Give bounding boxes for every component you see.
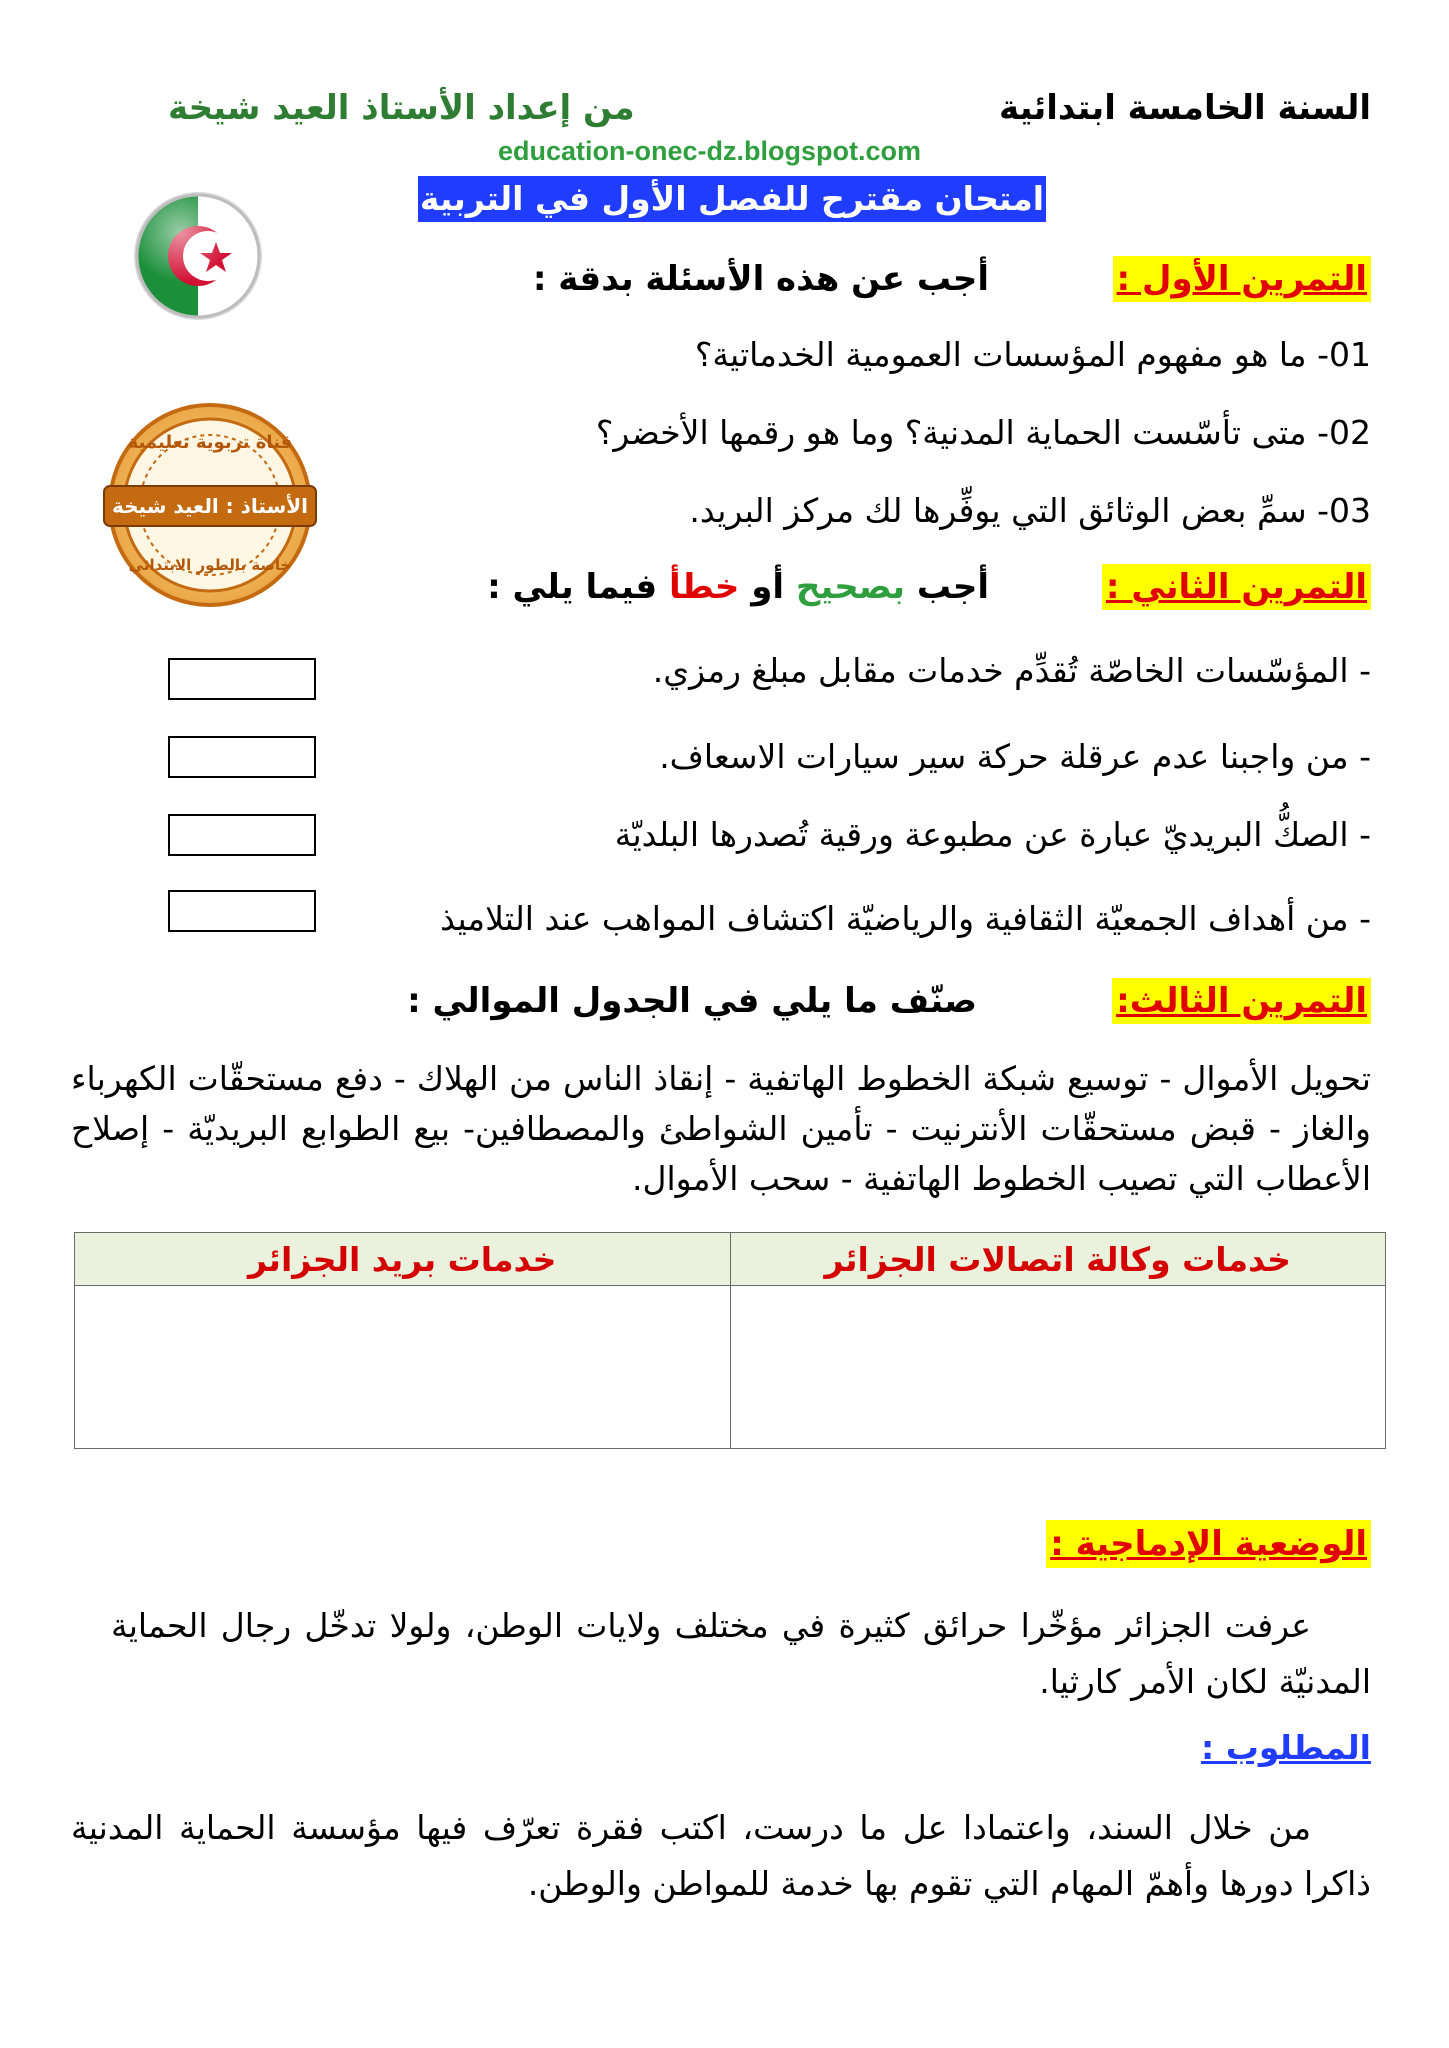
answer-box-4[interactable] bbox=[168, 890, 316, 932]
instruction-or: أو bbox=[739, 567, 796, 607]
classification-items: تحويل الأموال - توسيع شبكة الخطوط الهاتفية - إنقاذ الناس من الهلاك - دفع مستحقّات الكهرباء والغاز - قبض مستحقّات الأنترنيت - تأمين الشواطئ والمصطافين- بيع الطوابع البريديّة - إصلاح الأعطاب التي تصيب الخطوط الهاتفية - سحب الأموال. bbox=[71, 1059, 1371, 1198]
table-header-post: خدمات بريد الجزائر bbox=[75, 1233, 731, 1286]
exam-title: امتحان مقترح للفصل الأول في التربية المدنية bbox=[418, 176, 1046, 222]
exercise2-statement-3: - الصكُّ البريديّ عبارة عن مطبوعة ورقية تُصدرها البلديّة bbox=[614, 815, 1371, 854]
algeria-flag-icon bbox=[132, 190, 264, 322]
exercise2-instruction bbox=[487, 564, 989, 610]
exercise3-instruction: صنّف ما يلي في الجدول الموالي : bbox=[407, 981, 977, 1021]
seal-top-text: قناة تربوية تعليمية bbox=[127, 432, 293, 453]
grade-level: السنة الخامسة ابتدائية bbox=[998, 88, 1371, 128]
exercise1-question-3: 03- سمِّ بعض الوثائق التي يوفِّرها لك مركز البريد. bbox=[689, 491, 1371, 530]
website-link[interactable]: education-onec-dz.blogspot.com bbox=[498, 136, 921, 166]
instruction-answer: أجب bbox=[905, 567, 989, 607]
situation-label: الوضعية الإدماجية : bbox=[1046, 1520, 1371, 1568]
exercise1-instruction: أجب عن هذه الأسئلة بدقة : bbox=[532, 259, 989, 299]
required-label: المطلوب : bbox=[1201, 1728, 1371, 1767]
seal-center-text: الأستاذ : العيد شيخة bbox=[112, 494, 308, 518]
answer-box-1[interactable] bbox=[168, 658, 316, 700]
required-text: من خلال السند، واعتمادا عل ما درست، اكتب فقرة تعرّف فيها مؤسسة الحماية المدنية ذاكرا دورها وأهمّ المهام التي تقوم بها خدمة للمواطن والوطن. bbox=[71, 1808, 1371, 1903]
table-cell-post[interactable] bbox=[75, 1286, 731, 1449]
teacher-seal-icon bbox=[100, 390, 320, 620]
exercise1-question-2: 02- متى تأسّست الحماية المدنية؟ وما هو رقمها الأخضر؟ bbox=[595, 413, 1371, 452]
table-cell-telecom[interactable] bbox=[730, 1286, 1386, 1449]
author-credit: من إعداد الأستاذ العيد شيخة bbox=[168, 88, 635, 128]
instruction-wrong: خطأ bbox=[668, 567, 740, 607]
instruction-correct: بصحيح bbox=[795, 567, 905, 607]
exercise2-statement-4: - من أهداف الجمعيّة الثقافية والرياضيّة اكتشاف المواهب عند التلاميذ bbox=[440, 899, 1371, 938]
exercise1-label: التمرين الأول : bbox=[1113, 256, 1371, 302]
seal-bottom-text: خاصة بالطور الابتدائي bbox=[128, 556, 292, 574]
classification-table bbox=[74, 1232, 1386, 1449]
exercise2-statement-1: - المؤسّسات الخاصّة تُقدِّم خدمات مقابل مبلغ رمزي. bbox=[652, 651, 1371, 690]
situation-text: عرفت الجزائر مؤخّرا حرائق كثيرة في مختلف ولايات الوطن، ولولا تدخّل رجال الحماية المدنيّة لكان الأمر كارثيا. bbox=[111, 1606, 1371, 1701]
exercise2-statement-2: - من واجبنا عدم عرقلة حركة سير سيارات الاسعاف. bbox=[659, 737, 1371, 776]
instruction-following: فيما يلي : bbox=[487, 567, 669, 607]
answer-box-2[interactable] bbox=[168, 736, 316, 778]
exercise1-question-1: 01- ما هو مفهوم المؤسسات العمومية الخدماتية؟ bbox=[694, 335, 1371, 374]
answer-box-3[interactable] bbox=[168, 814, 316, 856]
exercise2-label: التمرين الثاني : bbox=[1102, 564, 1371, 610]
table-header-telecom: خدمات وكالة اتصالات الجزائر bbox=[730, 1233, 1386, 1286]
exercise3-label: التمرين الثالث: bbox=[1112, 978, 1371, 1024]
